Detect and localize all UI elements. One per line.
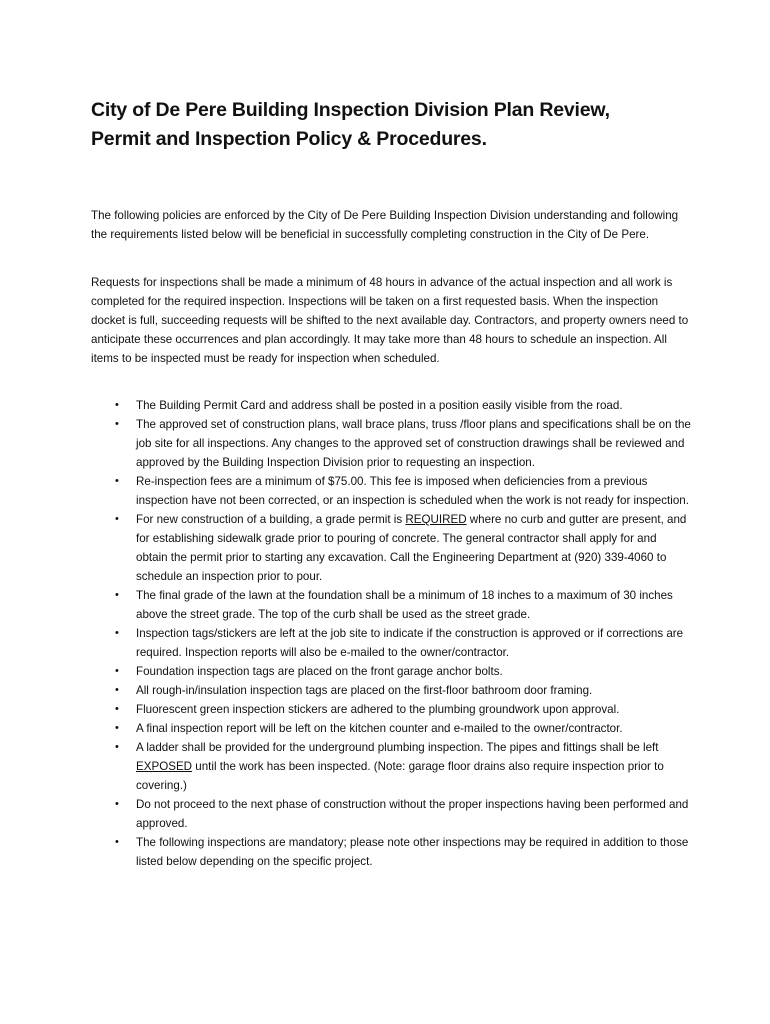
- policy-item-mandatory-inspections: [91, 833, 691, 871]
- bullet-icon: •: [115, 475, 119, 487]
- policy-item-inspection-tags: [91, 624, 691, 662]
- policy-item-text-end: until the work has been inspected. (Note: garage floor drains also require inspection prior to covering.): [136, 760, 664, 792]
- bullet-icon: •: [115, 722, 119, 734]
- policy-item-text: Re-inspection fees are a minimum of $75.00. This fee is imposed when deficiencies from a previous inspection have not been corrected, or an inspection is scheduled when the work is not ready for inspection.: [136, 475, 689, 507]
- title-line-1: City of De Pere Building Inspection Division Plan Review,: [91, 99, 610, 121]
- bullet-icon: •: [115, 741, 119, 753]
- policy-list: [91, 396, 691, 871]
- policy-item-text: The following inspections are mandatory; please note other inspections may be required in addition to those listed below depending on the specific project.: [136, 836, 689, 868]
- policy-item-final-report: [91, 719, 691, 738]
- emphasis-exposed: EXPOSED: [136, 760, 193, 773]
- bullet-icon: •: [115, 399, 119, 411]
- title-line-2: Permit and Inspection Policy & Procedures.: [91, 128, 487, 150]
- document-title: [91, 96, 691, 154]
- policy-item-green-stickers: [91, 700, 691, 719]
- policy-item-ladder-plumbing: [91, 738, 691, 795]
- policy-item-text: All rough-in/insulation inspection tags are placed on the first-floor bathroom door framing.: [136, 684, 593, 697]
- policy-item-text: Foundation inspection tags are placed on the front garage anchor bolts.: [136, 665, 503, 678]
- bullet-icon: •: [115, 627, 119, 639]
- policy-item-foundation-tags: [91, 662, 691, 681]
- bullet-icon: •: [115, 836, 119, 848]
- policy-item-text-start: For new construction of a building, a grade permit is: [136, 513, 406, 526]
- emphasis-required: REQUIRED: [405, 513, 467, 526]
- policy-item-approved-plans: [91, 415, 691, 472]
- policy-item-text: The Building Permit Card and address shall be posted in a position easily visible from the road.: [136, 399, 623, 412]
- policy-item-text: Inspection tags/stickers are left at the job site to indicate if the construction is approved or if corrections are required. Inspection reports will also be e-mailed to the owner/contractor.: [136, 627, 684, 659]
- bullet-icon: •: [115, 798, 119, 810]
- bullet-icon: •: [115, 684, 119, 696]
- intro-paragraph: The following policies are enforced by the City of De Pere Building Inspection Division understanding and following the requirements listed below will be beneficial in successfully completing construction in the City of De Pere.: [91, 209, 679, 241]
- bullet-icon: •: [115, 418, 119, 430]
- policy-item-permit-card: [91, 396, 691, 415]
- policy-item-reinspection-fees: [91, 472, 691, 510]
- policy-item-text-start: A ladder shall be provided for the underground plumbing inspection. The pipes and fittings shall be left: [136, 741, 659, 754]
- bullet-icon: •: [115, 589, 119, 601]
- policy-item-text: Fluorescent green inspection stickers are adhered to the plumbing groundwork upon approval.: [136, 703, 620, 716]
- bullet-icon: •: [115, 513, 119, 525]
- policy-item-next-phase: [91, 795, 691, 833]
- bullet-icon: •: [115, 665, 119, 677]
- policy-item-final-grade: [91, 586, 691, 624]
- policy-item-text-end: where no curb and gutter are present, and for establishing sidewalk grade prior to pouring of concrete. The general contractor shall apply for and obtain the permit prior to starting any excavation. Call the Engineering Department at (920) 339-4060 to schedule an inspection prior to pour.: [136, 513, 687, 583]
- policy-item-text: A final inspection report will be left on the kitchen counter and e-mailed to the owner/contractor.: [136, 722, 623, 735]
- policy-item-rough-in-tags: [91, 681, 691, 700]
- bullet-icon: •: [115, 703, 119, 715]
- policy-item-text: The final grade of the lawn at the foundation shall be a minimum of 18 inches to a maximum of 30 inches above the street grade. The top of the curb shall be used as the street grade.: [136, 589, 673, 621]
- policy-item-text: The approved set of construction plans, wall brace plans, truss /floor plans and specifications shall be on the job site for all inspections. Any changes to the approved set of construction drawings shall be reviewed and approved by the Building Inspection Division prior to requesting an inspection.: [136, 418, 691, 469]
- requests-paragraph: Requests for inspections shall be made a minimum of 48 hours in advance of the actual inspection and all work is completed for the required inspection. Inspections will be taken on a first requested basis. When the inspection docket is full, succeeding requests will be shifted to the next available day. Contractors, and property owners need to anticipate these occurrences and plan accordingly. It may take more than 48 hours to schedule an inspection. All items to be inspected must be ready for inspection when scheduled.: [91, 276, 689, 365]
- policy-item-text: Do not proceed to the next phase of construction without the proper inspections having been performed and approved.: [136, 798, 689, 830]
- policy-item-grade-permit: [91, 510, 691, 586]
